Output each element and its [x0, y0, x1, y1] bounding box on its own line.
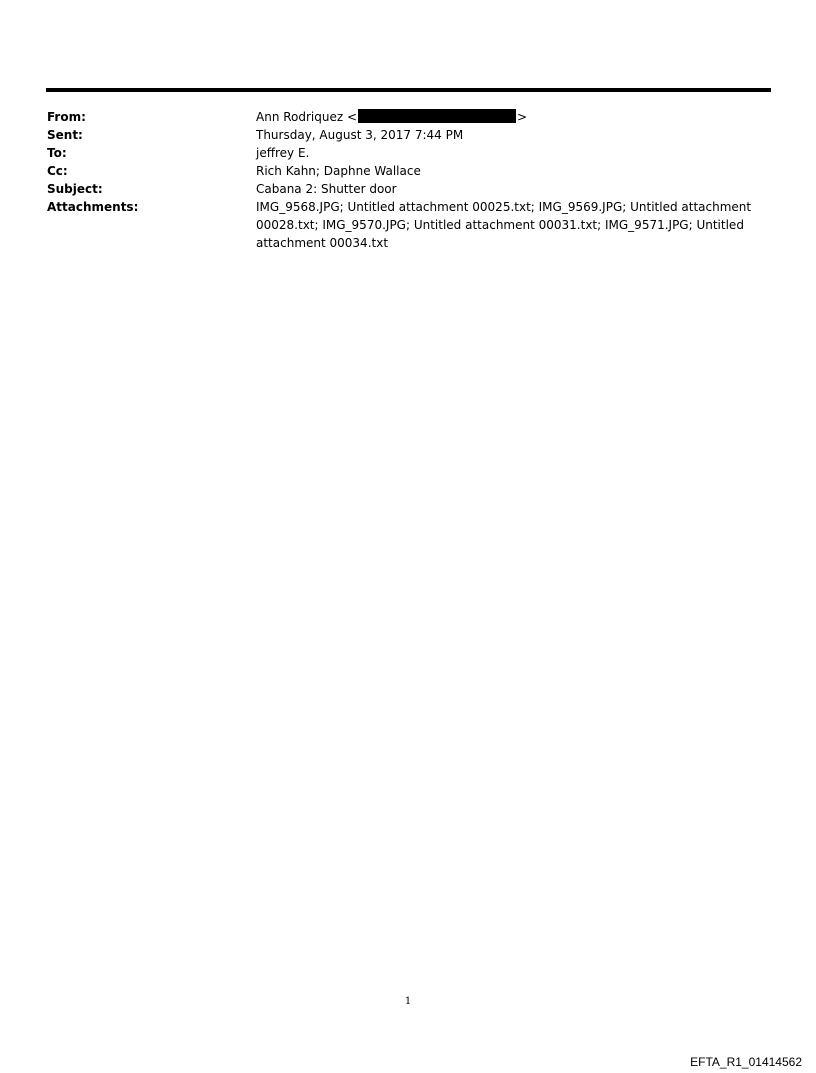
cc-row	[47, 162, 757, 180]
attachments-row	[47, 198, 757, 252]
page-number: 1	[404, 996, 412, 1007]
cc-value: Rich Kahn; Daphne Wallace	[256, 164, 421, 178]
email-header	[47, 108, 757, 252]
from-close-bracket: >	[517, 110, 528, 124]
to-label: To:	[47, 146, 67, 160]
to-row	[47, 144, 757, 162]
redaction-block	[358, 109, 516, 123]
cc-label: Cc:	[47, 164, 68, 178]
bates-number: EFTA_R1_01414562	[690, 1055, 802, 1069]
from-value	[256, 108, 757, 126]
from-row	[47, 108, 757, 126]
attachments-value: IMG_9568.JPG; Untitled attachment 00025.txt; IMG_9569.JPG; Untitled attachment 00028.txt; IMG_9570.JPG; Untitled attachment 00031.txt; IMG_9571.JPG; Untitled attachment 00034.txt	[256, 200, 752, 250]
subject-value: Cabana 2: Shutter door	[256, 182, 397, 196]
from-label: From:	[47, 110, 86, 124]
header-divider	[46, 88, 771, 92]
sent-value: Thursday, August 3, 2017 7:44 PM	[256, 128, 464, 142]
attachments-label: Attachments:	[47, 200, 139, 214]
sent-label: Sent:	[47, 128, 83, 142]
subject-row	[47, 180, 757, 198]
to-value: jeffrey E.	[256, 146, 310, 160]
sent-row	[47, 126, 757, 144]
subject-label: Subject:	[47, 182, 103, 196]
from-name: Ann Rodriquez <	[256, 110, 358, 124]
